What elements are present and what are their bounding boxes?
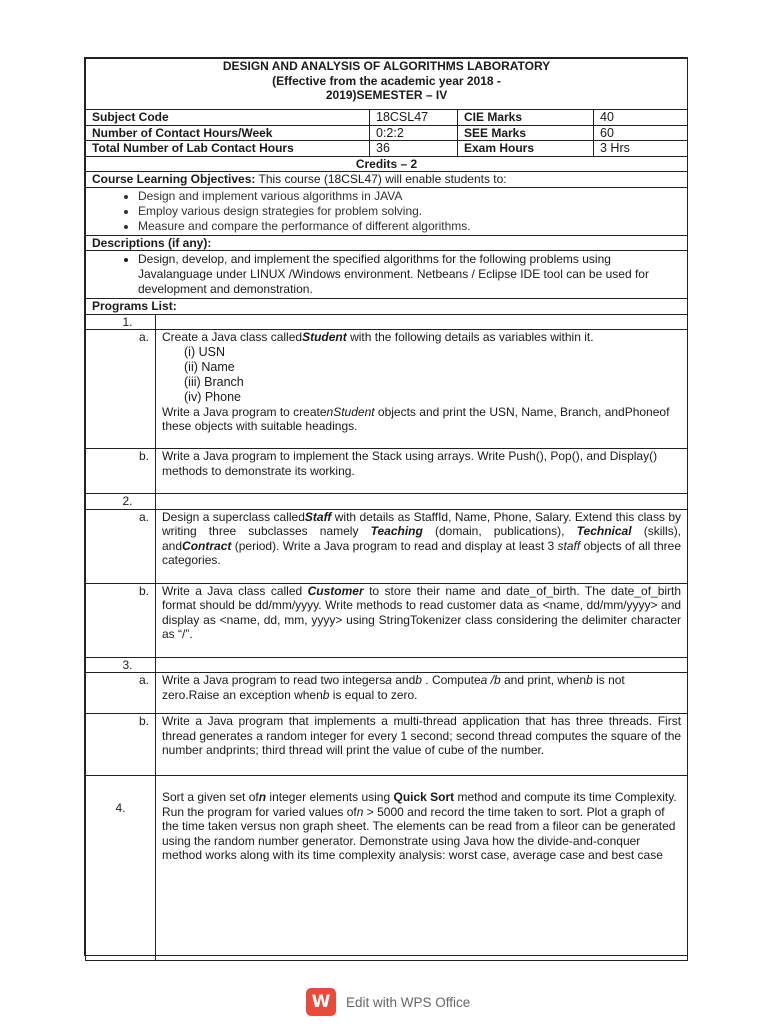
program-3a-text: Write a Java program to read two integersa andb . Computea /b and print, whenb is not zero.Raise an exception whenb is equal to zero. (156, 673, 688, 714)
program-label: b. (86, 583, 156, 657)
lab-hours-label: Total Number of Lab Contact Hours (86, 141, 370, 157)
wps-logo-icon: W (306, 988, 336, 1016)
program-label: b. (86, 714, 156, 776)
objectives-heading-cell (86, 172, 688, 188)
program-1b-row (86, 449, 688, 494)
objective-item: • Design and implement various algorithms in JAVA (138, 189, 681, 204)
program-label: a. (86, 509, 156, 583)
program-2a-text: Design a superclass calledStaff with details as StaffId, Name, Phone, Salary. Extend this class by writing three subclasses namely Teaching (domain, publications), Technical (skills), andContract (period). Write a Java program to read and display at least 3 staff objects of all three categories. (156, 509, 688, 583)
lab-hours-row (86, 141, 688, 157)
objectives-intro: This course (18CSL47) will enable students to: (255, 172, 507, 186)
syllabus-table (85, 58, 688, 961)
wps-edit-label: Edit with WPS Office (346, 994, 471, 1010)
programs-heading-row (86, 299, 688, 315)
credits: Credits – 2 (86, 156, 688, 172)
contact-hours-label: Number of Contact Hours/Week (86, 125, 370, 141)
lab-hours-value: 36 (370, 141, 458, 157)
program-3b-text: Write a Java program that implements a multi-thread application that has three threads. First thread generates a random integer for every 1 second; second thread computes the square of the number andprints; third thread will print the value of cube of the number. (156, 714, 688, 776)
descriptions-heading: Descriptions (if any): (86, 235, 688, 251)
title-row (86, 59, 688, 110)
objectives-heading: Course Learning Objectives: (92, 172, 256, 186)
exam-hours-value: 3 Hrs (594, 141, 688, 157)
objectives-heading-row (86, 172, 688, 188)
cie-marks-value: 40 (594, 110, 688, 126)
descriptions-list-row (86, 251, 688, 299)
credits-row (86, 156, 688, 172)
student-field: (iv) Phone (184, 389, 241, 404)
program-spacer (156, 314, 688, 330)
subject-code-value: 18CSL47 (370, 110, 458, 126)
subject-code-label: Subject Code (86, 110, 370, 126)
see-marks-value: 60 (594, 125, 688, 141)
program-1b-text: Write a Java program to implement the Stack using arrays. Write Push(), Pop(), and Display() methods to demonstrate its working. (156, 449, 688, 494)
description-item: • Design, develop, and implement the specified algorithms for the following problems using Javalanguage under LINUX /Windows environment. Netbeans / Eclipse IDE tool can be used for development and demonstration. (138, 252, 651, 297)
contact-hours-value: 0:2:2 (370, 125, 458, 141)
program-number: 3. (86, 657, 156, 673)
program-label: b. (86, 449, 156, 494)
program-2a-row (86, 509, 688, 583)
document-page (84, 57, 688, 956)
program-2-row (86, 494, 688, 510)
program-4-text: Sort a given set ofn integer elements using Quick Sort method and compute its time Complexity. Run the program for varied values ofn > 5000 and record the time taken to sort. Plot a graph of the time taken versus non graph sheet. The elements can be read from a fileor can be generated using the random number generator. Demonstrate using Java how the divide-and-conquer method works along with its time complexity analysis: worst case, average case and best case (156, 776, 688, 961)
program-spacer (156, 657, 688, 673)
program-3b-row (86, 714, 688, 776)
program-number: 4. (86, 776, 156, 961)
objective-item: • Measure and compare the performance of different algorithms. (138, 219, 681, 234)
programs-heading: Programs List: (86, 299, 688, 315)
program-2b-row (86, 583, 688, 657)
program-label: a. (86, 673, 156, 714)
program-3-row (86, 657, 688, 673)
program-number: 1. (86, 314, 156, 330)
program-number: 2. (86, 494, 156, 510)
student-fields-list (162, 345, 681, 405)
cie-marks-label: CIE Marks (458, 110, 594, 126)
program-1a-row (86, 330, 688, 449)
objectives-list (92, 189, 681, 234)
program-spacer (156, 494, 688, 510)
exam-hours-label: Exam Hours (458, 141, 594, 157)
program-label: a. (86, 330, 156, 449)
wps-watermark[interactable] (306, 986, 470, 1018)
course-title: DESIGN AND ANALYSIS OF ALGORITHMS LABORATORY (Effective from the academic year 2018 - 2019)SEMESTER – IV (86, 59, 688, 110)
objectives-list-cell (86, 187, 688, 235)
subject-code-row (86, 110, 688, 126)
program-1a-text: Create a Java class calledStudent with the following details as variables within it. (i) USN (ii) Name (iii) Branch (iv) Phone Write a Java program to createnStudent objects and print the USN, Name, Branch, andPhoneof these objects with suitable headings. (156, 330, 688, 449)
objective-item: • Employ various design strategies for problem solving. (138, 204, 681, 219)
descriptions-list (92, 252, 681, 297)
student-field: (ii) Name (184, 359, 235, 374)
program-4-row (86, 776, 688, 961)
program-2b-text: Write a Java class called Customer to store their name and date_of_birth. The date_of_birth format should be dd/mm/yyyy. Write methods to read customer data as <name, dd/mm/yyyy> and display as <name, dd, mm, yyyy> using StringTokenizer class considering the delimiter character as “/”. (156, 583, 688, 657)
see-marks-label: SEE Marks (458, 125, 594, 141)
student-field: (iii) Branch (184, 374, 244, 389)
descriptions-heading-row (86, 235, 688, 251)
contact-hours-row (86, 125, 688, 141)
objectives-list-row (86, 187, 688, 235)
program-3a-row (86, 673, 688, 714)
descriptions-list-cell (86, 251, 688, 299)
program-1-row (86, 314, 688, 330)
student-field: (i) USN (184, 344, 225, 359)
